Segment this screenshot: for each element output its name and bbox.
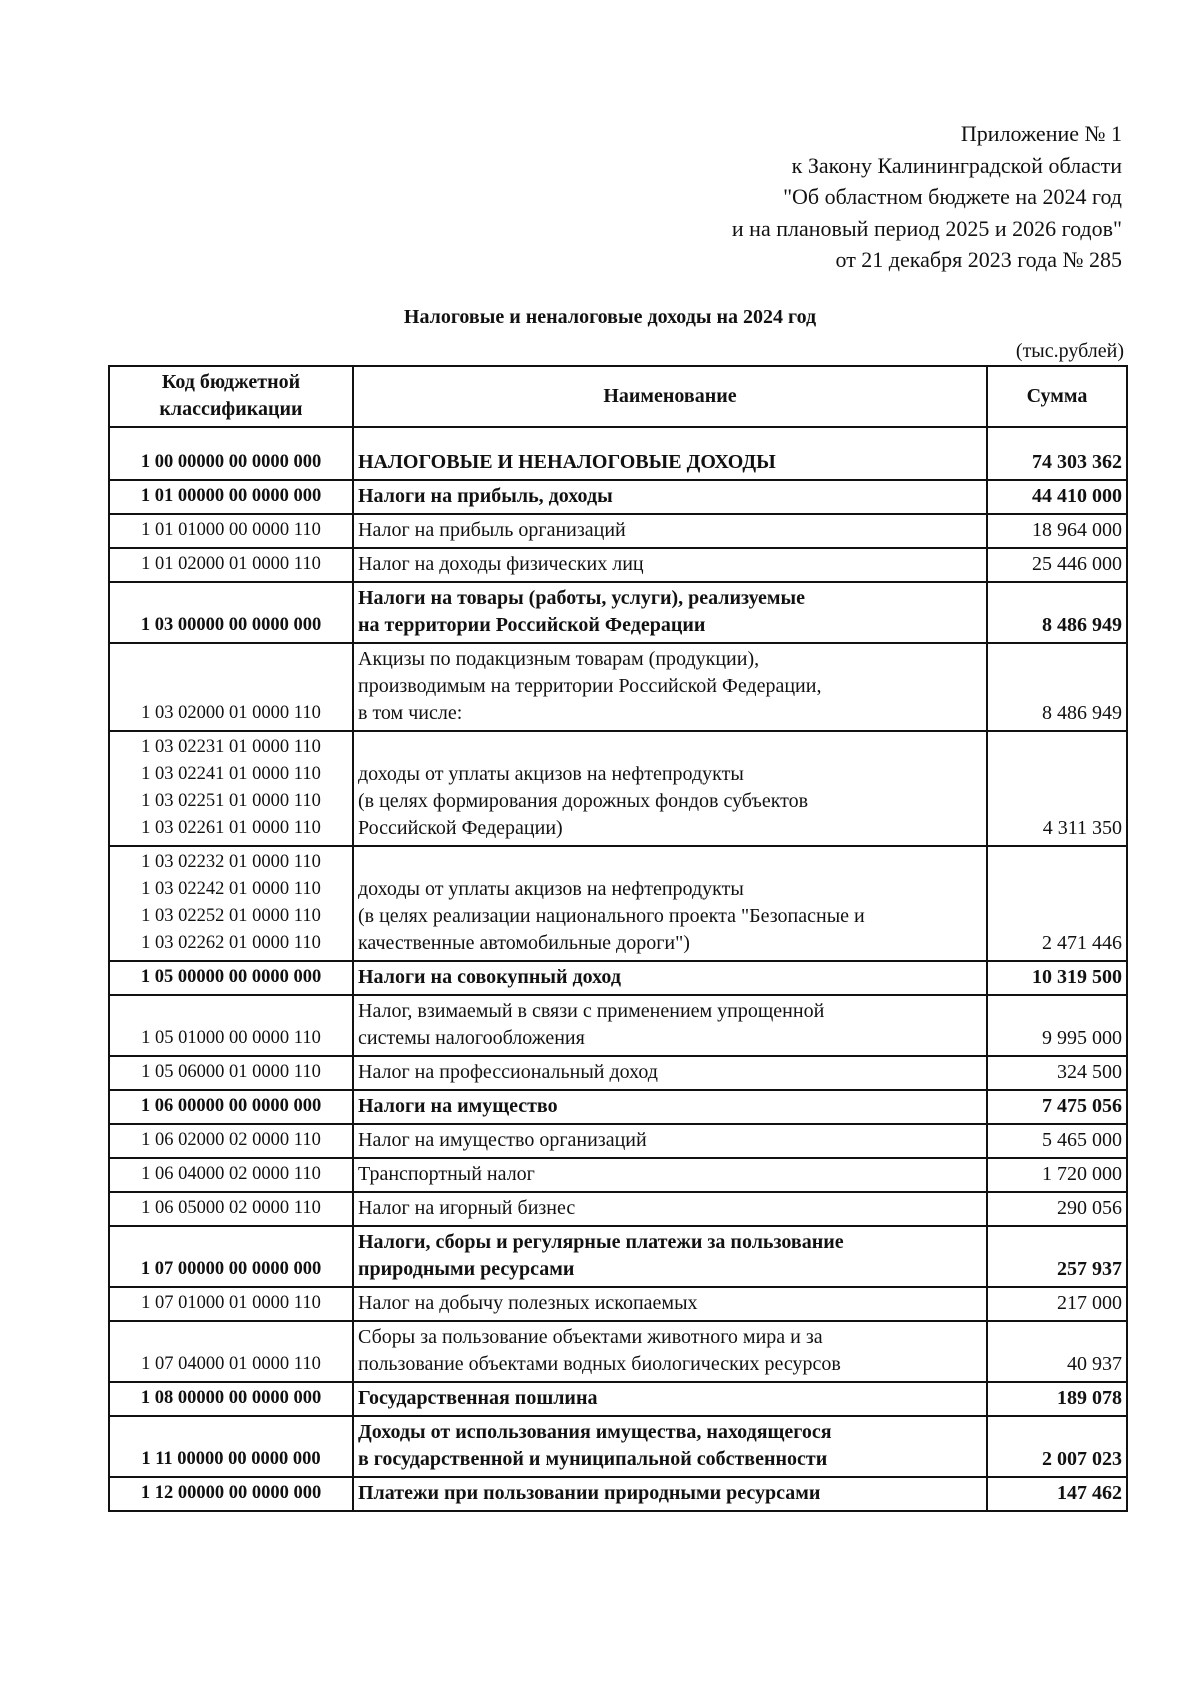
revenue-name-line: доходы от уплаты акцизов на нефтепродукты — [358, 763, 744, 785]
budget-code: 1 01 01000 00 0000 110 — [141, 520, 321, 540]
budget-code: 1 06 05000 02 0000 110 — [141, 1198, 321, 1218]
amount-cell: 7 475 056 — [987, 1090, 1127, 1124]
budget-code: 1 03 02251 01 0000 110 — [141, 791, 321, 811]
table-row — [109, 1321, 1127, 1382]
budget-code-cell — [109, 643, 353, 731]
table-row — [109, 1192, 1127, 1226]
budget-code: 1 05 00000 00 0000 000 — [140, 967, 322, 987]
budget-code-cell — [109, 582, 353, 643]
document-title: Налоговые и неналоговые доходы на 2024 год — [403, 306, 817, 328]
amount-cell: 44 410 000 — [987, 480, 1127, 514]
table-row — [109, 1477, 1127, 1511]
table-body — [109, 427, 1127, 1511]
table-row — [109, 514, 1127, 548]
column-header-name: Наименование — [353, 366, 987, 427]
budget-code-cell — [109, 995, 353, 1056]
table-row — [109, 548, 1127, 582]
budget-code-cell — [109, 846, 353, 961]
budget-code: 1 06 00000 00 0000 000 — [140, 1096, 322, 1116]
budget-code: 1 03 00000 00 0000 000 — [140, 615, 322, 635]
revenue-name-line: Налог, взимаемый в связи с применением упрощенной — [358, 1000, 825, 1022]
revenue-name-cell — [353, 1056, 987, 1090]
revenue-name-line: доходы от уплаты акцизов на нефтепродукты — [358, 878, 744, 900]
budget-code-cell — [109, 1192, 353, 1226]
revenue-name-line: пользование объектами водных биологических ресурсов — [358, 1353, 841, 1375]
budget-code: 1 05 01000 00 0000 110 — [141, 1028, 321, 1048]
revenue-name-line: Акцизы по подакцизным товарам (продукции), — [358, 648, 760, 670]
revenue-name-line: Налоги, сборы и регулярные платежи за пользование — [358, 1231, 844, 1253]
amount-cell: 18 964 000 — [987, 514, 1127, 548]
revenue-name-cell — [353, 427, 987, 480]
budget-code: 1 11 00000 00 0000 000 — [141, 1449, 321, 1469]
amount-cell: 4 311 350 — [987, 731, 1127, 846]
revenue-name-line: Налог на прибыль организаций — [358, 519, 626, 541]
revenue-name-cell — [353, 1382, 987, 1416]
table-row — [109, 643, 1127, 731]
table-row — [109, 1090, 1127, 1124]
revenue-name-line: в том числе: — [358, 702, 463, 724]
table-row — [109, 995, 1127, 1056]
table-row — [109, 731, 1127, 846]
revenue-name-cell — [353, 643, 987, 731]
budget-code: 1 08 00000 00 0000 000 — [140, 1388, 322, 1408]
units-label: (тыс.рублей) — [1015, 340, 1124, 362]
header-line: и на плановый период 2025 и 2026 годов" — [731, 215, 1122, 241]
amount-cell: 257 937 — [987, 1226, 1127, 1287]
amount-cell: 189 078 — [987, 1382, 1127, 1416]
revenue-name-line: Налог на имущество организаций — [358, 1129, 647, 1151]
amount-cell: 9 995 000 — [987, 995, 1127, 1056]
revenue-name-line: Государственная пошлина — [358, 1387, 598, 1409]
revenue-name-cell — [353, 1226, 987, 1287]
revenue-name-line: Налоги на прибыль, доходы — [358, 485, 613, 507]
amount-cell: 40 937 — [987, 1321, 1127, 1382]
revenue-name-line: Налоги на имущество — [358, 1095, 558, 1117]
budget-code: 1 06 02000 02 0000 110 — [141, 1130, 321, 1150]
budget-code: 1 07 00000 00 0000 000 — [140, 1259, 322, 1279]
revenue-name-line: (в целях формирования дорожных фондов субъектов — [358, 790, 809, 812]
revenue-name-cell — [353, 1477, 987, 1511]
column-header-code: Код бюджетной классификации — [109, 366, 353, 427]
table-row — [109, 1416, 1127, 1477]
revenue-name-line: Доходы от использования имущества, находящегося — [358, 1421, 832, 1443]
table-header-row — [109, 366, 1127, 427]
revenue-name-cell — [353, 961, 987, 995]
table-row — [109, 1124, 1127, 1158]
amount-cell: 8 486 949 — [987, 582, 1127, 643]
revenue-name-line: (в целях реализации национального проекта "Безопасные и — [358, 905, 865, 927]
amount-cell: 74 303 362 — [987, 427, 1127, 480]
budget-code-cell — [109, 514, 353, 548]
table-row — [109, 1158, 1127, 1192]
table-row — [109, 961, 1127, 995]
budget-code-cell — [109, 1226, 353, 1287]
revenue-name-cell — [353, 1090, 987, 1124]
amount-cell: 8 486 949 — [987, 643, 1127, 731]
budget-code: 1 07 01000 01 0000 110 — [141, 1293, 321, 1313]
budget-code-cell — [109, 1056, 353, 1090]
budget-code: 1 03 02232 01 0000 110 — [141, 852, 321, 872]
amount-cell: 1 720 000 — [987, 1158, 1127, 1192]
amount-cell: 147 462 — [987, 1477, 1127, 1511]
revenue-name-cell — [353, 548, 987, 582]
budget-code-cell — [109, 480, 353, 514]
budget-code: 1 03 02000 01 0000 110 — [141, 703, 321, 723]
amount-cell: 290 056 — [987, 1192, 1127, 1226]
budget-code: 1 03 02261 01 0000 110 — [141, 818, 321, 838]
table-row — [109, 582, 1127, 643]
amount-cell: 217 000 — [987, 1287, 1127, 1321]
revenue-name-line: НАЛОГОВЫЕ И НЕНАЛОГОВЫЕ ДОХОДЫ — [358, 451, 776, 473]
budget-code-cell — [109, 1287, 353, 1321]
table-row — [109, 427, 1127, 480]
budget-code: 1 01 00000 00 0000 000 — [140, 486, 322, 506]
header-line: Приложение № 1 — [960, 121, 1122, 146]
revenue-name-line: Сборы за пользование объектами животного мира и за — [358, 1326, 823, 1348]
budget-code: 1 03 02242 01 0000 110 — [141, 879, 321, 899]
amount-cell: 10 319 500 — [987, 961, 1127, 995]
budget-code: 1 12 00000 00 0000 000 — [140, 1483, 322, 1503]
revenue-name-line: Налог на игорный бизнес — [358, 1197, 576, 1219]
budget-code-cell — [109, 1321, 353, 1382]
revenue-name-cell — [353, 514, 987, 548]
revenue-name-cell — [353, 995, 987, 1056]
revenue-name-cell — [353, 480, 987, 514]
amount-cell: 5 465 000 — [987, 1124, 1127, 1158]
revenue-name-line: на территории Российской Федерации — [358, 614, 706, 636]
table-row — [109, 846, 1127, 961]
revenue-name-line: Транспортный налог — [358, 1163, 535, 1185]
budget-code-cell — [109, 1477, 353, 1511]
revenue-name-line: природными ресурсами — [358, 1258, 575, 1280]
budget-code: 1 05 06000 01 0000 110 — [141, 1062, 321, 1082]
amount-cell: 2 471 446 — [987, 846, 1127, 961]
amount-cell: 2 007 023 — [987, 1416, 1127, 1477]
header-line: "Об областном бюджете на 2024 год — [783, 184, 1122, 209]
revenue-name-cell — [353, 582, 987, 643]
revenue-name-cell — [353, 1158, 987, 1192]
budget-code: 1 00 00000 00 0000 000 — [140, 452, 322, 472]
budget-code: 1 03 02231 01 0000 110 — [141, 737, 321, 757]
budget-code-cell — [109, 1158, 353, 1192]
table-row — [109, 1382, 1127, 1416]
table-row — [109, 1226, 1127, 1287]
table-row — [109, 1056, 1127, 1090]
budget-code-cell — [109, 1124, 353, 1158]
revenue-name-cell — [353, 1321, 987, 1382]
budget-code-cell — [109, 1416, 353, 1477]
budget-code-cell — [109, 961, 353, 995]
amount-cell: 324 500 — [987, 1056, 1127, 1090]
header-line: к Закону Калининградской области — [791, 152, 1122, 178]
revenue-name-line: Налог на доходы физических лиц — [358, 553, 644, 575]
budget-code: 1 01 02000 01 0000 110 — [141, 554, 321, 574]
revenue-name-cell — [353, 1416, 987, 1477]
revenue-name-cell — [353, 1192, 987, 1226]
revenue-name-cell — [353, 1287, 987, 1321]
budget-code-cell — [109, 548, 353, 582]
revenue-name-line: Налог на профессиональный доход — [358, 1061, 658, 1083]
revenue-name-line: производимым на территории Российской Федерации, — [358, 675, 822, 697]
revenue-table — [108, 365, 1128, 1512]
budget-code: 1 03 02262 01 0000 110 — [141, 933, 321, 953]
revenue-name-line: Налоги на товары (работы, услуги), реализуемые — [358, 587, 806, 609]
budget-code-cell — [109, 1090, 353, 1124]
revenue-name-line: в государственной и муниципальной собственности — [358, 1448, 828, 1470]
budget-code-cell — [109, 731, 353, 846]
column-header-sum: Сумма — [987, 366, 1127, 427]
table-row — [109, 480, 1127, 514]
header-line: от 21 декабря 2023 года № 285 — [835, 247, 1122, 272]
budget-code: 1 07 04000 01 0000 110 — [141, 1354, 321, 1374]
amount-cell: 25 446 000 — [987, 548, 1127, 582]
budget-code: 1 03 02241 01 0000 110 — [141, 764, 321, 784]
revenue-name-cell — [353, 731, 987, 846]
revenue-name-line: Налог на добычу полезных ископаемых — [358, 1292, 698, 1314]
revenue-name-line: Российской Федерации) — [358, 817, 563, 839]
table-row — [109, 1287, 1127, 1321]
revenue-name-line: системы налогообложения — [358, 1027, 585, 1049]
revenue-name-line: Платежи при пользовании природными ресурсами — [358, 1482, 821, 1504]
budget-code: 1 03 02252 01 0000 110 — [141, 906, 321, 926]
revenue-name-cell — [353, 846, 987, 961]
revenue-name-line: Налоги на совокупный доход — [358, 966, 621, 988]
document-header — [732, 118, 1122, 276]
budget-code-cell — [109, 1382, 353, 1416]
revenue-name-cell — [353, 1124, 987, 1158]
budget-code: 1 06 04000 02 0000 110 — [141, 1164, 321, 1184]
budget-code-cell — [109, 427, 353, 480]
revenue-name-line: качественные автомобильные дороги") — [358, 932, 690, 954]
